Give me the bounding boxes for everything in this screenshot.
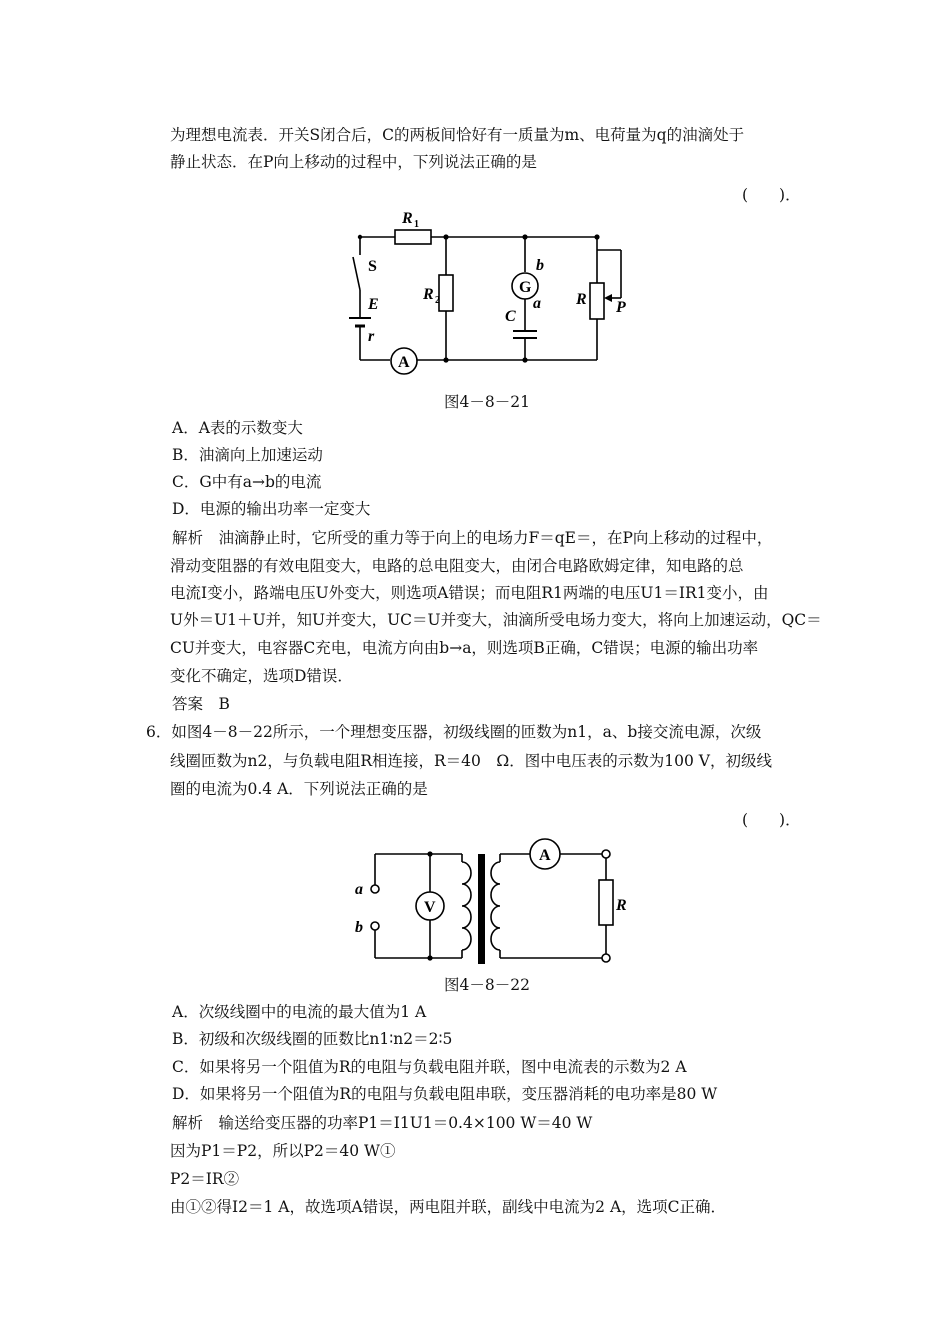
q5-stem-line-1: 为理想电流表．开关S闭合后，C的两板间恰好有一质量为m、电荷量为q的油滴处于 — [170, 126, 745, 144]
q5-option-a: A．A表的示数变大 — [172, 419, 303, 437]
q6-option-a: A．次级线圈中的电流的最大值为1 A — [172, 1003, 427, 1021]
transformer-diagram-4-8-22 — [350, 835, 640, 970]
resistor-r — [599, 880, 613, 925]
primary-coil — [462, 862, 471, 950]
q5-analysis-line-5: CU并变大，电容器C充电，电流方向由b→a，则选项B正确，C错误；电源的输出功率 — [170, 639, 759, 657]
q6-analysis-line-3: P2＝IR② — [170, 1170, 240, 1188]
svg-text:2: 2 — [435, 295, 440, 306]
label-s: S — [368, 258, 377, 275]
q5-answer: 答案 B — [172, 695, 230, 713]
label-p: P — [616, 299, 626, 316]
q6-analysis-line-2: 因为P1＝P2，所以P2＝40 W① — [170, 1142, 396, 1160]
circuit-diagram-4-8-21 — [350, 200, 650, 385]
q6-answer-blank: ( )． — [742, 811, 801, 829]
resistor-r2 — [439, 275, 453, 311]
secondary-coil — [491, 862, 500, 950]
q6-analysis-line-4: 由①②得I2＝1 A，故选项A错误，两电阻并联，副线中电流为2 A，选项C正确． — [170, 1198, 727, 1216]
q5-option-b: B．油滴向上加速运动 — [172, 446, 323, 464]
label-a: a — [533, 295, 541, 312]
label-e: E — [368, 296, 379, 313]
q6-figure-caption: 图4－8－22 — [444, 976, 530, 994]
label-b: b — [355, 919, 363, 936]
q5-stem-line-2: 静止状态．在P向上移动的过程中，下列说法正确的是 — [170, 153, 537, 171]
q5-option-d: D．电源的输出功率一定变大 — [172, 500, 371, 518]
q6-stem-line-3: 圈的电流为0.4 A．下列说法正确的是 — [170, 780, 428, 798]
label-rheostat: R — [576, 291, 587, 308]
label-r: r — [368, 328, 375, 345]
label-ammeter: A — [398, 354, 410, 371]
q5-option-c: C．G中有a→b的电流 — [172, 473, 322, 491]
label-r2: R — [423, 286, 434, 303]
label-g: G — [519, 279, 532, 296]
q5-analysis-line-1: 解析 油滴静止时，它所受的重力等于向上的电场力F＝qE＝，在P向上移动的过程中， — [172, 529, 773, 547]
q5-figure-caption: 图4－8－21 — [444, 393, 530, 411]
q5-analysis-line-4: U外＝U1＋U并，知U并变大，UC＝U并变大，油滴所受电场力变大，将向上加速运动，QC＝ — [170, 611, 822, 629]
label-a: a — [355, 881, 363, 898]
label-ammeter: A — [539, 847, 551, 864]
label-b: b — [536, 257, 544, 274]
q6-analysis-line-1: 解析 输送给变压器的功率P1＝I1U1＝0.4×100 W＝40 W — [172, 1114, 593, 1132]
q6-option-c: C．如果将另一个阻值为R的电阻与负载电阻并联，图中电流表的示数为2 A — [172, 1058, 687, 1076]
label-c: C — [505, 308, 516, 325]
q6-option-b: B．初级和次级线圈的匝数比n1∶n2＝2∶5 — [172, 1030, 453, 1048]
q5-analysis-line-6: 变化不确定，选项D错误． — [170, 667, 353, 685]
q6-stem-line-1: 6．如图4－8－22所示，一个理想变压器，初级线圈的匝数为n1，a、b接交流电源，次级 — [146, 723, 762, 741]
q5-analysis-line-3: 电流I变小，路端电压U外变大，则选项A错误；而电阻R1两端的电压U1＝IR1变小，由 — [170, 584, 769, 602]
label-r1: R — [402, 210, 413, 227]
switch-s — [353, 257, 360, 290]
q6-stem-line-2: 线圈匝数为n2，与负载电阻R相连接，R＝40 Ω．图中电压表的示数为100 V，初级线 — [170, 752, 772, 770]
q6-option-d: D．如果将另一个阻值为R的电阻与负载电阻串联，变压器消耗的电功率是80 W — [172, 1085, 718, 1103]
slider-p-arrow-icon — [604, 294, 612, 302]
rheostat-r — [590, 283, 604, 319]
label-voltmeter: V — [424, 899, 436, 916]
iron-core — [478, 854, 485, 964]
q5-analysis-line-2: 滑动变阻器的有效电阻变大，电路的总电阻变大，由闭合电路欧姆定律，知电路的总 — [170, 557, 744, 575]
resistor-r1 — [395, 230, 431, 244]
svg-text:1: 1 — [414, 219, 419, 230]
label-r: R — [616, 897, 627, 914]
q5-answer-blank: ( )． — [742, 186, 801, 204]
